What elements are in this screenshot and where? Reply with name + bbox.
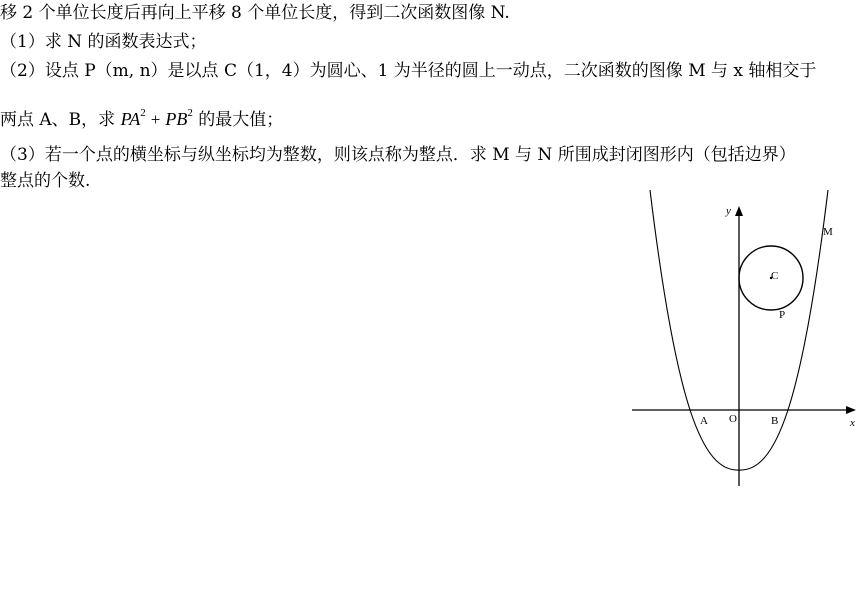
plus-sign: + bbox=[150, 110, 161, 129]
question-1: （1）求 N 的函数表达式； bbox=[0, 32, 207, 52]
x-axis-arrow bbox=[846, 406, 856, 414]
question-2-continued bbox=[0, 102, 283, 131]
pa-squared bbox=[121, 109, 146, 129]
y-axis-label: y bbox=[726, 205, 731, 217]
question-2-prefix: 两点 A、B，求 bbox=[0, 110, 121, 130]
label-b: B bbox=[771, 415, 779, 427]
label-c: C bbox=[771, 270, 779, 282]
parabola-figure bbox=[620, 185, 867, 495]
label-a: A bbox=[700, 415, 708, 427]
question-3-continued: 整点的个数. bbox=[0, 171, 91, 191]
pb-exponent: 2 bbox=[187, 107, 193, 119]
question-2: （2）设点 P（m, n）是以点 C（1，4）为圆心、1 为半径的圆上一动点，二次函数的图像 M 与 x 轴相交于 bbox=[0, 61, 817, 81]
label-m: M bbox=[823, 226, 833, 238]
pa-exponent: 2 bbox=[140, 107, 146, 119]
pb-squared bbox=[165, 109, 193, 129]
problem-line-1: 移 2 个单位长度后再向上平移 8 个单位长度，得到二次函数图像 N. bbox=[0, 3, 510, 23]
question-2-suffix: 的最大值； bbox=[192, 110, 284, 130]
pb-symbol: PB bbox=[165, 109, 188, 129]
question-3: （3）若一个点的横坐标与纵坐标均为整数，则该点称为整点．求 M 与 N 所围成封闭图形内（包括边界） bbox=[0, 145, 796, 165]
x-axis-label: x bbox=[850, 417, 855, 429]
y-axis-arrow bbox=[735, 206, 743, 216]
label-p: P bbox=[779, 309, 786, 321]
pa-symbol: PA bbox=[120, 109, 141, 129]
label-o: O bbox=[729, 413, 737, 425]
